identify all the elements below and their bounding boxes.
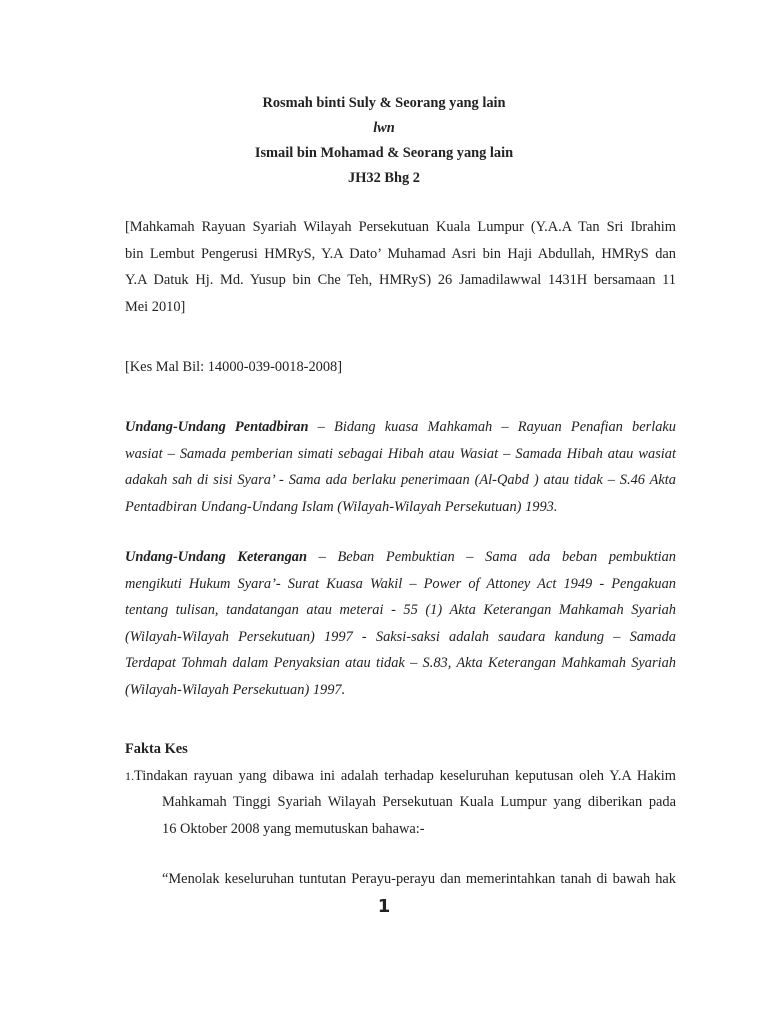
court-line: Mei 2010] (125, 298, 186, 315)
case-title-block (0, 91, 768, 191)
court-line: Y.A Datuk Hj. Md. Yusup bin Che Teh, HMRyS) 26 Jamadilawwal 1431H bersamaan 11 (125, 272, 676, 288)
catchword-line: adakah sah di sisi Syara’ - Sama ada berlaku penerimaan (Al-Qabd ) atau tidak – S.46 Akta (125, 472, 676, 488)
facts-line (125, 763, 676, 790)
facts-text: Tindakan rayuan yang dibawa ini adalah terhadap keseluruhan keputusan oleh Y.A Hakim (134, 767, 676, 784)
catchword-text: – Beban Pembuktian – Sama ada beban pembuktian (306, 549, 676, 565)
catchword-evidence (125, 544, 676, 703)
court-line: bin Lembut Pengerusi HMRyS, Y.A Dato’ Muhamad Asri bin Haji Abdullah, HMRyS dan (125, 245, 676, 262)
catchword-line: mengikuti Hukum Syara’- Surat Kuasa Wakil – Power of Attoney Act 1949 - Pengakuan (125, 575, 676, 592)
page-number: 1 (377, 896, 391, 917)
party-two: Ismail bin Mohamad & Seorang yang lain (254, 145, 514, 161)
case-number-text: [Kes Mal Bil: 14000-039-0018-2008] (125, 359, 343, 375)
paragraph-number: 1. (125, 768, 134, 783)
catchword-line: (Wilayah-Wilayah Persekutuan) 1997 - Saksi-saksi adalah saudara kandung – Samada (125, 628, 676, 645)
quote-line: “Menolak keseluruhan tuntutan Perayu-perayu dan memerintahkan tanah di bawah hak (162, 871, 676, 887)
catchword-line: Pentadbiran Undang-Undang Islam (Wilayah-Wilayah Persekutuan) 1993. (125, 498, 558, 515)
catchword-heading: Undang-Undang Pentadbiran (125, 419, 309, 435)
court-coram-paragraph (125, 214, 676, 320)
party-one: Rosmah binti Suly & Seorang yang lain (262, 95, 506, 111)
quoted-order (125, 866, 676, 893)
catchword-line: tentang tulisan, tandatangan atau meterai - 55 (1) Akta Keterangan Mahkamah Syariah (125, 602, 676, 618)
catchword-line: (Wilayah-Wilayah Persekutuan) 1997. (125, 681, 346, 698)
facts-line: Mahkamah Tinggi Syariah Wilayah Persekutuan Kuala Lumpur yang diberikan pada (162, 794, 676, 810)
catchword-line: Terdapat Tohmah dalam Penyaksian atau tidak – S.83, Akta Keterangan Mahkamah Syariah (125, 655, 676, 671)
catchword-line: wasiat – Samada pemberian simati sebagai Hibah atau Wasiat – Samada Hibah atau wasiat (125, 445, 676, 462)
catchword-administration (125, 414, 676, 520)
catchword-line (125, 414, 676, 441)
facts-line: 16 Oktober 2008 yang memutuskan bahawa:- (162, 820, 425, 837)
case-number (125, 354, 676, 381)
catchword-line (125, 544, 676, 571)
versus-label: lwn (373, 120, 395, 136)
catchword-text: – Bidang kuasa Mahkamah – Rayuan Penafian berlaku (308, 419, 676, 435)
facts-section (125, 736, 676, 842)
citation: JH32 Bhg 2 (348, 170, 420, 186)
court-line: [Mahkamah Rayuan Syariah Wilayah Persekutuan Kuala Lumpur (Y.A.A Tan Sri Ibrahim (125, 219, 676, 235)
facts-heading: Fakta Kes (125, 741, 188, 757)
catchword-heading: Undang-Undang Keterangan (125, 549, 307, 565)
